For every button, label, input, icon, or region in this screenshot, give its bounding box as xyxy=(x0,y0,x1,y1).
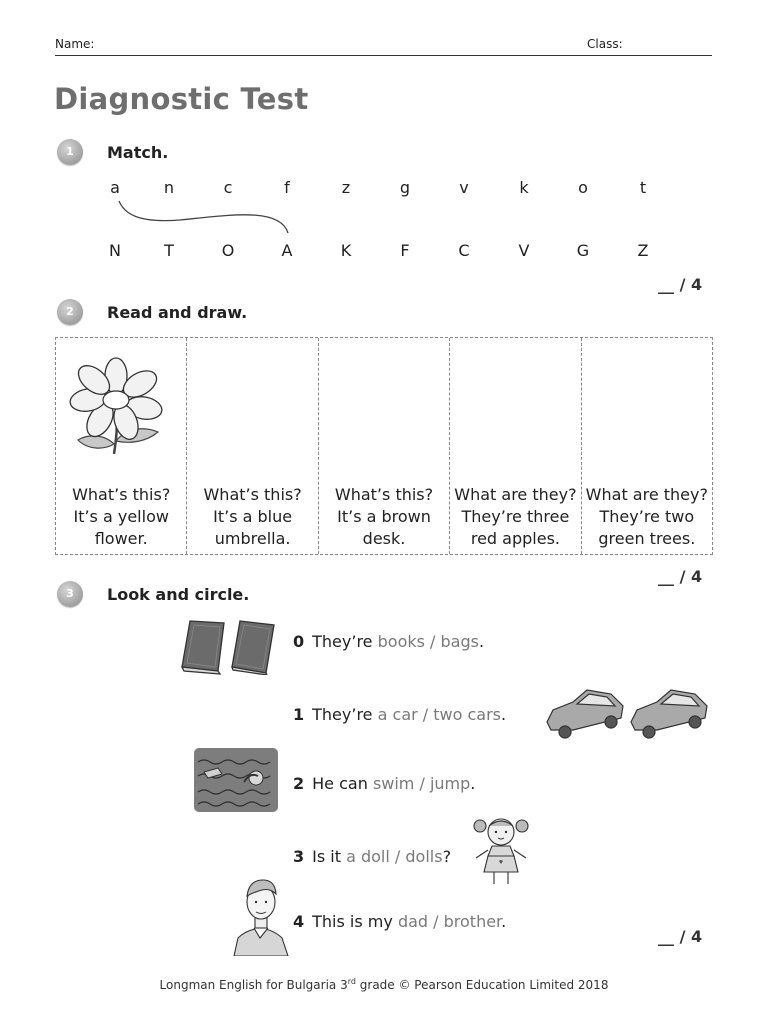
circle-item: 1 They’re a car / two cars. xyxy=(293,705,507,724)
match-letter-lower[interactable]: z xyxy=(341,178,351,197)
draw-cell-text: What’s this? It’s a blue umbrella. xyxy=(203,485,302,548)
match-letter-upper[interactable]: G xyxy=(576,241,590,260)
swimmer-icon xyxy=(194,748,278,812)
match-letter-lower[interactable]: n xyxy=(163,178,175,197)
books-icon xyxy=(178,617,280,675)
draw-cell[interactable] xyxy=(582,338,712,554)
match-letter-lower[interactable]: g xyxy=(399,178,411,197)
circle-options[interactable]: a doll / dolls xyxy=(346,847,443,866)
draw-cell-text: What are they? They’re three red apples. xyxy=(454,485,577,548)
section-1-title: Match. xyxy=(107,143,169,162)
header-rule xyxy=(55,55,712,56)
cars-icon xyxy=(543,684,711,744)
section-1-score: __ / 4 xyxy=(658,275,703,294)
match-letter-upper[interactable]: A xyxy=(281,241,293,260)
draw-cell[interactable] xyxy=(450,338,581,554)
section-1-badge: 1 xyxy=(57,139,83,165)
circle-options[interactable]: dad / brother xyxy=(397,912,502,931)
circle-item: 3 Is it a doll / dolls? xyxy=(293,847,452,866)
match-example-line xyxy=(110,195,300,240)
match-letter-upper[interactable]: K xyxy=(340,241,352,260)
section-3-badge: 3 xyxy=(57,581,83,607)
doll-icon xyxy=(470,814,532,888)
match-letter-upper[interactable]: T xyxy=(164,241,174,260)
match-letter-lower[interactable]: t xyxy=(639,178,647,197)
section-3-title: Look and circle. xyxy=(107,585,250,604)
match-letter-upper[interactable]: V xyxy=(518,241,530,260)
dad-icon xyxy=(232,872,290,956)
match-letter-upper[interactable]: C xyxy=(458,241,470,260)
draw-cell[interactable] xyxy=(187,338,318,554)
section-3-score: __ / 4 xyxy=(658,927,703,946)
match-letter-upper[interactable]: O xyxy=(221,241,235,260)
circle-options[interactable]: a car / two cars xyxy=(377,705,502,724)
draw-cell[interactable] xyxy=(56,338,187,554)
circle-options[interactable]: swim / jump xyxy=(372,774,471,793)
draw-cell[interactable] xyxy=(319,338,450,554)
match-letter-lower[interactable]: k xyxy=(519,178,529,197)
page-title: Diagnostic Test xyxy=(54,82,309,116)
footer-credit: Longman English for Bulgaria 3rd grade © Pearson Education Limited 2018 xyxy=(159,977,609,992)
draw-cell-text: What’s this? It’s a yellow flower. xyxy=(72,485,171,548)
draw-cell-text: What’s this? It’s a brown desk. xyxy=(334,485,434,548)
name-label: Name: xyxy=(55,37,95,51)
draw-grid xyxy=(55,337,713,555)
match-letter-upper[interactable]: F xyxy=(400,241,410,260)
section-2-title: Read and draw. xyxy=(107,303,248,322)
circle-item: 0 They’re books / bags. xyxy=(293,632,485,651)
circle-item: 2 He can swim / jump. xyxy=(293,774,476,793)
match-letter-lower[interactable]: a xyxy=(110,178,120,197)
match-letter-lower[interactable]: v xyxy=(459,178,469,197)
section-2-badge: 2 xyxy=(57,299,83,325)
circle-options[interactable]: books / bags xyxy=(377,632,479,651)
class-label: Class: xyxy=(587,37,623,51)
match-letter-lower[interactable]: c xyxy=(223,178,233,197)
match-letter-lower[interactable]: f xyxy=(284,178,290,197)
flower-icon xyxy=(66,356,166,456)
match-letter-upper[interactable]: N xyxy=(109,241,121,260)
match-letter-upper[interactable]: Z xyxy=(637,241,649,260)
section-2-score: __ / 4 xyxy=(658,567,703,586)
circle-item: 4 This is my dad / brother. xyxy=(293,912,507,931)
match-letter-lower[interactable]: o xyxy=(578,178,588,197)
draw-cell-text: What are they? They’re two green trees. xyxy=(585,485,708,548)
